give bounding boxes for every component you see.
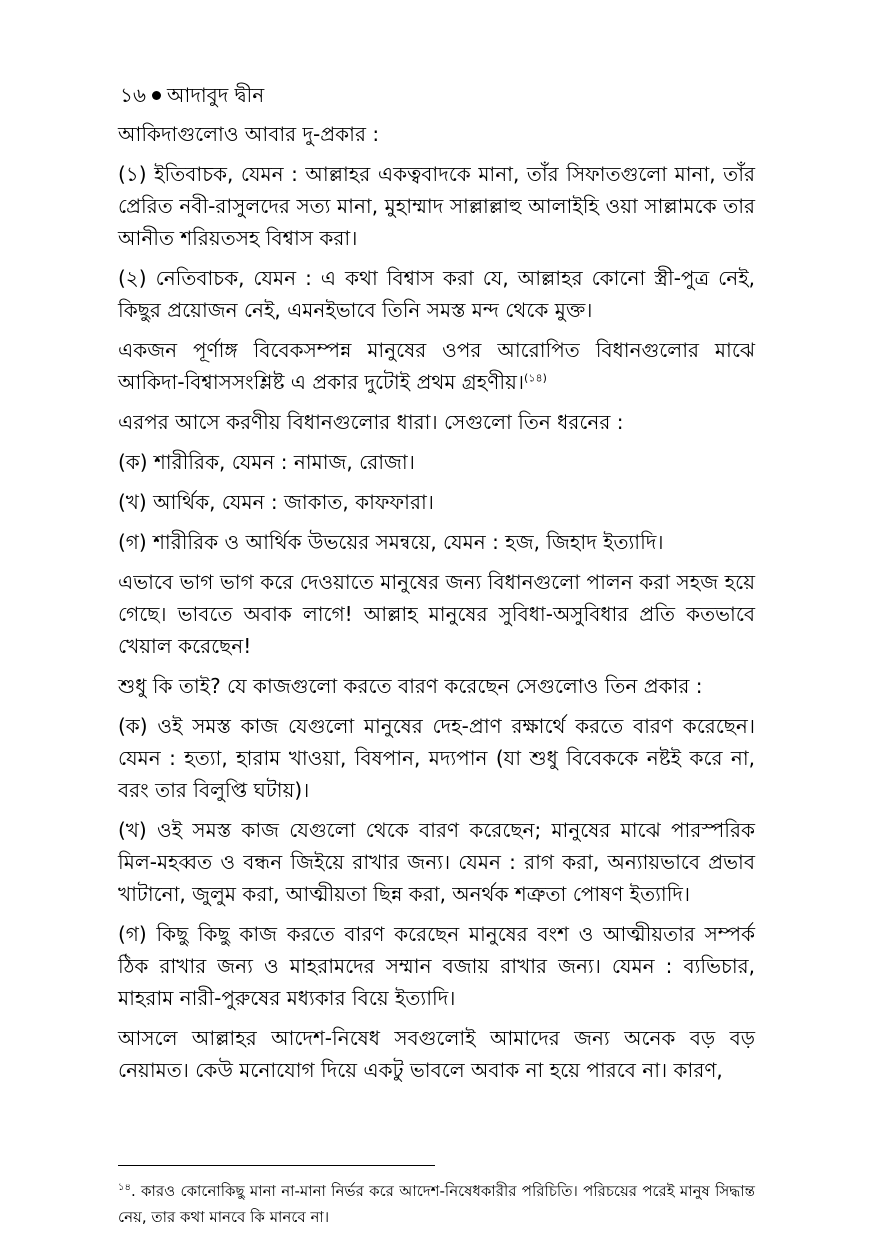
page-body: [118, 118, 755, 1094]
paragraph: শুধু কি তাই? যে কাজগুলো করতে বারণ করেছেন সেগুলোও তিন প্রকার :: [118, 674, 703, 698]
paragraph: আকিদাগুলোও আবার দু-প্রকার :: [118, 122, 380, 146]
paragraph: এরপর আসে করণীয় বিধানগুলোর ধারা। সেগুলো তিন ধরনের :: [118, 410, 624, 434]
paragraph: (ক) শারীরিক, যেমন : নামাজ, রোজা।: [118, 450, 415, 474]
page-number: ১৬: [120, 83, 146, 107]
footnote: [118, 1178, 755, 1230]
page-header: [120, 82, 264, 108]
paragraph: (১) ইতিবাচক, যেমন : আল্লাহর একত্ববাদকে মানা, তাঁর সিফাতগুলো মানা, তাঁর প্রেরিত নবী-রাসুলদের সত্য মানা, মুহাম্মাদ সাল্লাল্লাহু আলাইহি ওয়া সাল্লামকে তার আনীত শরিয়তসহ বিশ্বাস করা।: [118, 162, 755, 250]
paragraph: এভাবে ভাগ ভাগ করে দেওয়াতে মানুষের জন্য বিধানগুলো পালন করা সহজ হয়ে গেছে। ভাবতে অবাক লাগে! আল্লাহ মানুষের সুবিধা-অসুবিধার প্রতি কতভাবে খেয়াল করেছেন!: [118, 570, 755, 658]
paragraph: (খ) ওই সমস্ত কাজ যেগুলো থেকে বারণ করেছেন; মানুষের মাঝে পারস্পরিক মিল-মহব্বত ও বন্ধন জিইয়ে রাখার জন্য। যেমন : রাগ করা, অন্যায়ভাবে প্রভাব খাটানো, জুলুম করা, আত্মীয়তা ছিন্ন করা, অনর্থক শত্রুতা পোষণ ইত্যাদি।: [118, 818, 755, 906]
paragraph: (খ) আর্থিক, যেমন : জাকাত, কাফফারা।: [118, 490, 434, 514]
bullet-dot-icon: [152, 91, 161, 100]
footnote-marker: ১৪: [118, 1182, 131, 1193]
book-title: আদাবুদ দ্বীন: [166, 83, 265, 107]
paragraph-with-footnote: [118, 334, 755, 398]
footnote-text: . কারও কোনোকিছু মানা না-মানা নির্ভর করে আদেশ-নিষেধকারীর পরিচিতি। পরিচয়ের পরেই মানুষ সিদ্ধান্ত নেয়, তার কথা মানবে কি মানবে না।: [118, 1182, 755, 1226]
paragraph: (২) নেতিবাচক, যেমন : এ কথা বিশ্বাস করা যে, আল্লাহর কোনো স্ত্রী-পুত্র নেই, কিছুর প্রয়োজন নেই, এমনইভাবে তিনি সমস্ত মন্দ থেকে মুক্ত।: [118, 266, 755, 322]
paragraph: (গ) শারীরিক ও আর্থিক উভয়ের সমন্বয়ে, যেমন : হজ, জিহাদ ইত্যাদি।: [118, 530, 664, 554]
paragraph: (গ) কিছু কিছু কাজ করতে বারণ করেছেন মানুষের বংশ ও আত্মীয়তার সম্পর্ক ঠিক রাখার জন্য ও মাহরামদের সম্মান বজায় রাখার জন্য। যেমন : ব্যভিচার, মাহরাম নারী-পুরুষের মধ্যকার বিয়ে ইত্যাদি।: [118, 922, 755, 1010]
paragraph-text: একজন পূর্ণাঙ্গ বিবেকসম্পন্ন মানুষের ওপর আরোপিত বিধানগুলোর মাঝে আকিদা-বিশ্বাসসংশ্লিষ্ট এ প্রকার দুটোই প্রথম গ্রহণীয়।: [118, 338, 755, 394]
footnote-divider: [118, 1165, 435, 1166]
footnote-reference[interactable]: (১৪): [524, 371, 547, 385]
paragraph: (ক) ওই সমস্ত কাজ যেগুলো মানুষের দেহ-প্রাণ রক্ষার্থে করতে বারণ করেছেন। যেমন : হত্যা, হারাম খাওয়া, বিষপান, মদ্যপান (যা শুধু বিবেককে নষ্টই করে না, বরং তার বিলুপ্তি ঘটায়)।: [118, 714, 755, 802]
paragraph: আসলে আল্লাহর আদেশ-নিষেধ সবগুলোই আমাদের জন্য অনেক বড় বড় নেয়ামত। কেউ মনোযোগ দিয়ে একটু ভাবলে অবাক না হয়ে পারবে না। কারণ,: [118, 1026, 755, 1082]
